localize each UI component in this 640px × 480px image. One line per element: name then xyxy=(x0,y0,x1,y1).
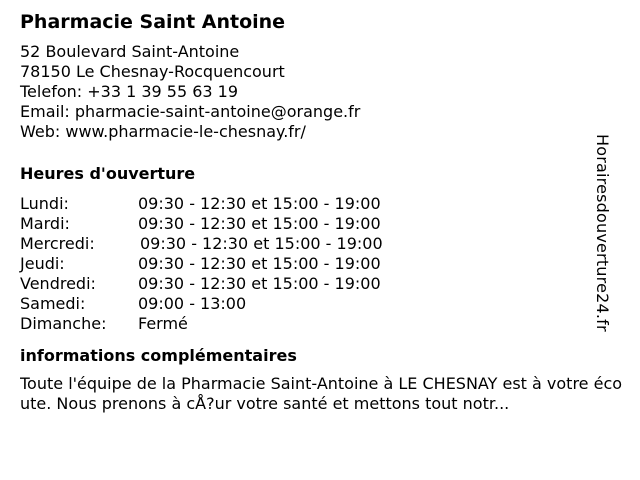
hours-row xyxy=(20,194,620,214)
additional-info-text: Toute l'équipe de la Pharmacie Saint-Antoine à LE CHESNAY est à votre écoute. Nous prenons à cÅ?ur votre santé et mettons tout notr... xyxy=(20,374,623,413)
opening-hours-heading: Heures d'ouverture xyxy=(20,164,196,183)
street-address: 52 Boulevard Saint-Antoine xyxy=(20,42,240,61)
hours-time: 09:30 - 12:30 et 15:00 - 19:00 xyxy=(138,274,381,293)
address-block xyxy=(20,42,620,142)
hours-day: Samedi: xyxy=(20,294,86,313)
pharmacy-name: Pharmacie Saint Antoine xyxy=(20,11,286,33)
site-watermark: Horairesdouverture24.fr xyxy=(593,134,612,332)
hours-day: Vendredi: xyxy=(20,274,96,293)
opening-hours-table xyxy=(20,194,620,334)
hours-time: 09:00 - 13:00 xyxy=(138,294,247,313)
hours-time: Fermé xyxy=(138,314,188,333)
hours-day: Mardi: xyxy=(20,214,70,233)
website-address: Web: www.pharmacie-le-chesnay.fr/ xyxy=(20,122,306,141)
hours-row xyxy=(20,254,620,274)
pharmacy-card xyxy=(20,8,623,414)
hours-day: Lundi: xyxy=(20,194,69,213)
hours-day: Jeudi: xyxy=(20,254,65,273)
hours-row xyxy=(20,274,620,294)
hours-time: 09:30 - 12:30 et 15:00 - 19:00 xyxy=(140,234,383,253)
hours-row xyxy=(20,234,620,254)
city-address: 78150 Le Chesnay-Rocquencourt xyxy=(20,62,285,81)
hours-day: Dimanche: xyxy=(20,314,107,333)
hours-time: 09:30 - 12:30 et 15:00 - 19:00 xyxy=(138,214,381,233)
email-address: Email: pharmacie-saint-antoine@orange.fr xyxy=(20,102,361,121)
hours-row xyxy=(20,294,620,314)
hours-day: Mercredi: xyxy=(20,234,95,253)
additional-info-heading: informations complémentaires xyxy=(20,346,297,365)
hours-row xyxy=(20,214,620,234)
hours-time: 09:30 - 12:30 et 15:00 - 19:00 xyxy=(138,194,381,213)
hours-row xyxy=(20,314,620,334)
phone-number: Telefon: +33 1 39 55 63 19 xyxy=(20,82,239,101)
hours-time: 09:30 - 12:30 et 15:00 - 19:00 xyxy=(138,254,381,273)
